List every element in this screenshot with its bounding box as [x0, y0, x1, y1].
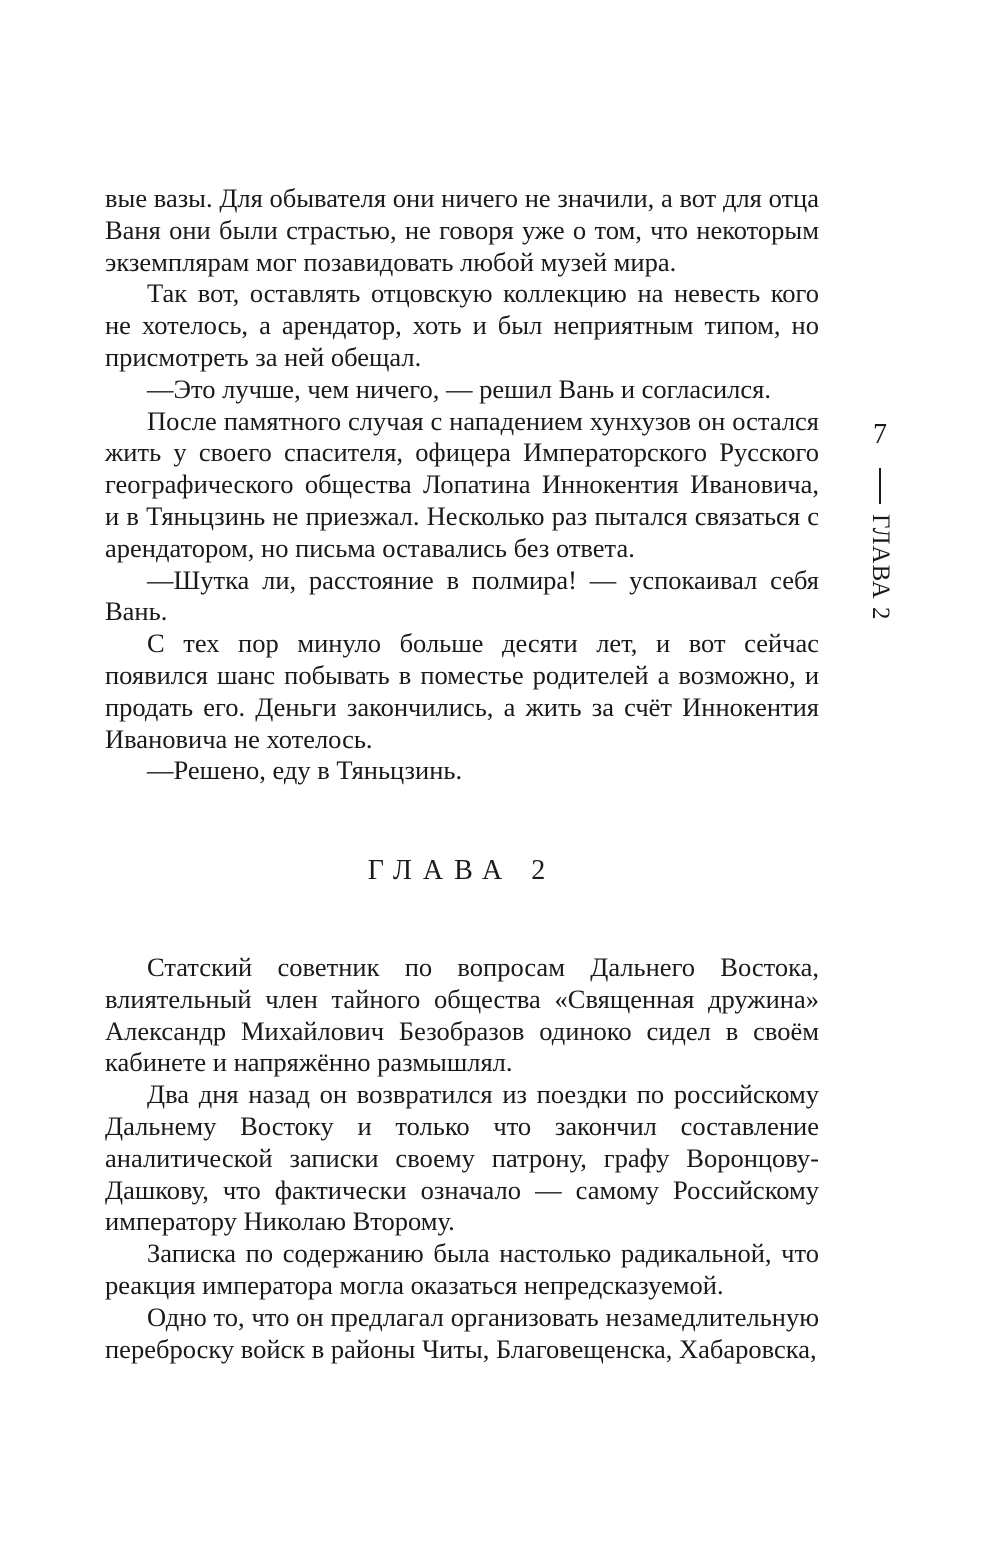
paragraph: С тех пор минуло больше десяти лет, и вот сейчас появился шанс побывать в поместье родителей а возможно, и продать его. Деньги закончились, а жить за счёт Иннокентия Ивановича не хотелось. — [105, 628, 819, 754]
paragraph: Одно то, что он предлагал организовать незамедлительную переброску войск в районы Читы, Благовещенска, Хабаровска, — [105, 1301, 819, 1364]
paragraph: вые вазы. Для обывателя они ничего не значили, а вот для отца Ваня они были страстью, не говоря уже о том, что некоторым экземплярам мог позавидовать любой музей мира. — [105, 183, 819, 277]
page-number: 7 — [873, 419, 887, 450]
paragraph: Так вот, оставлять отцовскую коллекцию на невесть кого не хотелось, а арендатор, хоть и был неприятным типом, но присмотреть за ней обещал. — [105, 278, 819, 372]
paragraph: —Шутка ли, расстояние в полмира! — успокаивал себя Вань. — [105, 564, 819, 627]
chapter-heading: ГЛАВА 2 — [367, 855, 557, 886]
body-text-top — [105, 183, 819, 787]
running-head-divider — [879, 468, 881, 504]
body-text-bottom — [105, 952, 819, 1365]
paragraph: —Решено, еду в Тяньцзинь. — [147, 755, 463, 786]
paragraph: После памятного случая с нападением хунхузов он остался жить у своего спасителя, офицера Императорского Русского географического общества Лопатина Иннокентия Ивановича, и в Тяньцзинь не приезжал. Несколько раз пытался связаться с арендатором, но письма оставались без ответа. — [105, 405, 819, 563]
paragraph: Статский советник по вопросам Дальнего Востока, влиятельный член тайного общества «Священная дружина» Александр Михайлович Безобразов одиноко сидел в своём кабинете и напряжённо размышлял. — [105, 952, 819, 1078]
paragraph: Два дня назад он возвратился из поездки по российскому Дальнему Востоку и только что закончил составление аналитической записки своему патрону, графу Воронцову-Дашкову, что фактически означало — самому Российскому императору Николаю Второму. — [105, 1079, 819, 1237]
running-head-chapter-label: ГЛАВА 2 — [867, 514, 894, 621]
paragraph: —Это лучше, чем ничего, — решил Вань и согласился. — [147, 373, 771, 404]
running-head — [852, 418, 908, 621]
paragraph: Записка по содержанию была настолько радикальной, что реакция императора могла оказаться непредсказуемой. — [105, 1238, 819, 1300]
